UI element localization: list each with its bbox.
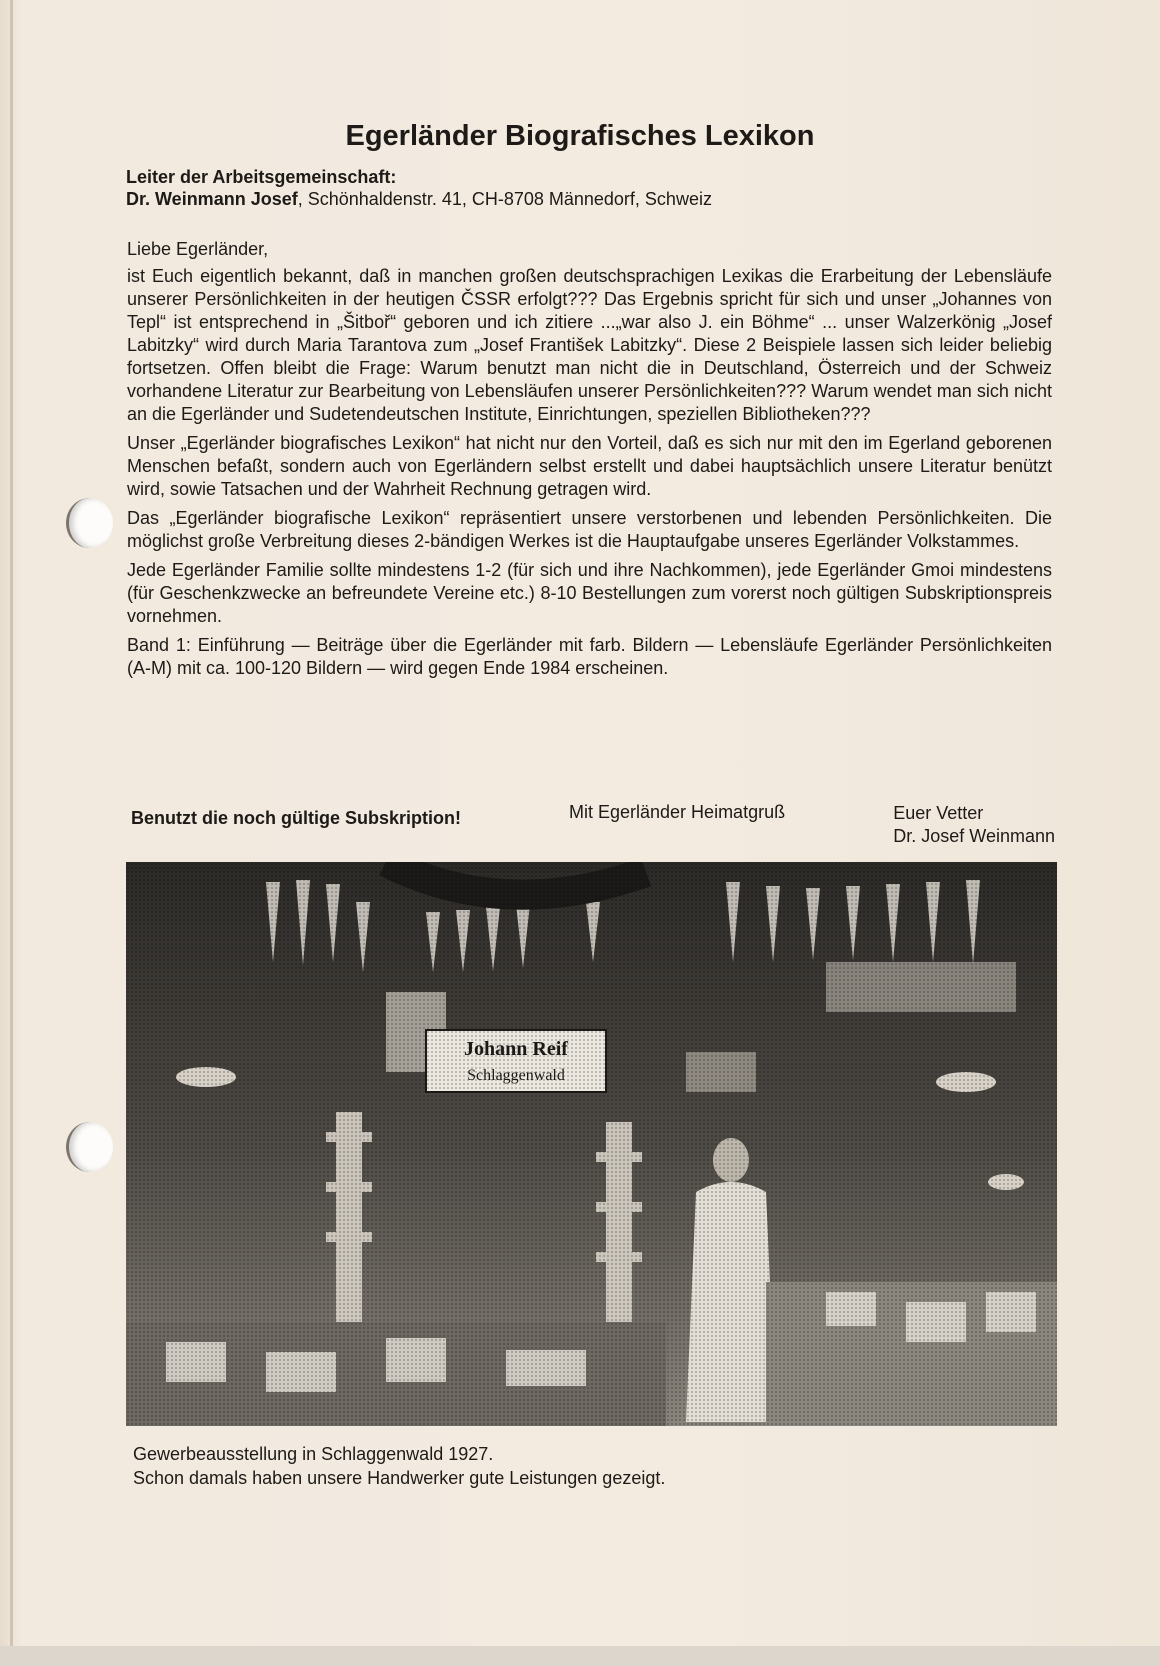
exhibition-photo — [126, 862, 1057, 1426]
leiter-address: , Schönhaldenstr. 41, CH-8708 Männedorf, Schweiz — [297, 189, 712, 209]
signature-name: Dr. Josef Weinmann — [893, 826, 1055, 846]
punch-hole — [66, 498, 113, 548]
page-title: Egerländer Biografisches Lexikon — [345, 120, 815, 152]
page-bottom-edge — [0, 1646, 1160, 1666]
letter-paragraph: Band 1: Einführung — Beiträge über die Egerländer mit farb. Bildern — Lebensläufe Egerländer Persönlichkeiten (A-M) mit ca. 100-120 Bildern — wird gegen Ende 1984 erscheinen. — [127, 635, 1052, 678]
leiter-block — [126, 166, 712, 210]
exhibition-photo-illustration — [126, 862, 1057, 1426]
letter-body — [127, 238, 1052, 686]
leiter-name: Dr. Weinmann Josef — [126, 189, 298, 209]
letter-closing — [131, 802, 1055, 848]
photo-caption — [133, 1442, 665, 1490]
letter-paragraph: Unser „Egerländer biografisches Lexikon“ hat nicht nur den Vorteil, daß es sich nur mit den im Egerland geborenen Menschen befaßt, sondern auch von Egerländern selbst erstellt und dabei hauptsächlich unsere Literatur benützt wird, sowie Tatsachen und der Wahrheit Rechnung getragen wird. — [127, 433, 1052, 499]
caption-line: Gewerbeausstellung in Schlaggenwald 1927. — [133, 1444, 494, 1464]
signature-line: Euer Vetter — [893, 803, 984, 823]
punch-hole — [66, 1122, 113, 1172]
closing-greeting: Mit Egerländer Heimatgruß — [569, 802, 786, 822]
leiter-label: Leiter der Arbeitsgemeinschaft: — [126, 167, 397, 187]
letter-greeting: Liebe Egerländer, — [127, 239, 269, 259]
letter-paragraph: ist Euch eigentlich bekannt, daß in manchen großen deutschsprachigen Lexikas die Erarbeitung der Lebensläufe unserer Persönlichkeiten in der heutigen ČSSR erfolgt??? Das Ergebnis spricht für sich und unser „Johannes von Tepl“ ist entsprechend in „Šitboř“ geboren und ich zitiere ...„war also J. ein Böhme“ ... unser Walzerkönig „Josef Labitzky“ wird durch Maria Tarantova zum „Josef František Labitzky“. Diese 2 Beispiele lassen sich leider beliebig fortsetzen. Offen bleibt die Frage: Warum benutzt man nicht die in Deutschland, Österreich und der Schweiz vorhandene Literatur zur Bearbeitung von Lebensläufen unserer Persönlichkeiten??? Warum wendet man sich nicht an die Egerländer und Sudetendeutschen Institute, Einrichtungen, speziellen Bibliotheken??? — [127, 266, 1052, 424]
subscription-call-to-action: Benutzt die noch gültige Subskription! — [131, 808, 461, 828]
letter-paragraph: Das „Egerländer biografische Lexikon“ repräsentiert unsere verstorbenen und lebenden Persönlichkeiten. Die möglichst große Verbreitung dieses 2-bändigen Werkes ist die Hauptaufgabe unseres Egerländer Volkstammes. — [127, 508, 1052, 551]
letter-paragraph: Jede Egerländer Familie sollte mindestens 1-2 (für sich und ihre Nachkommen), jede Egerländer Gmoi mindestens (für Geschenkzwecke an befreundete Vereine etc.) 8-10 Bestellungen zum vorerst noch gültigen Subskriptionspreis vornehmen. — [127, 560, 1052, 626]
caption-line: Schon damals haben unsere Handwerker gute Leistungen gezeigt. — [133, 1468, 666, 1488]
signature — [893, 802, 1055, 848]
page-spine-edge — [10, 0, 13, 1666]
